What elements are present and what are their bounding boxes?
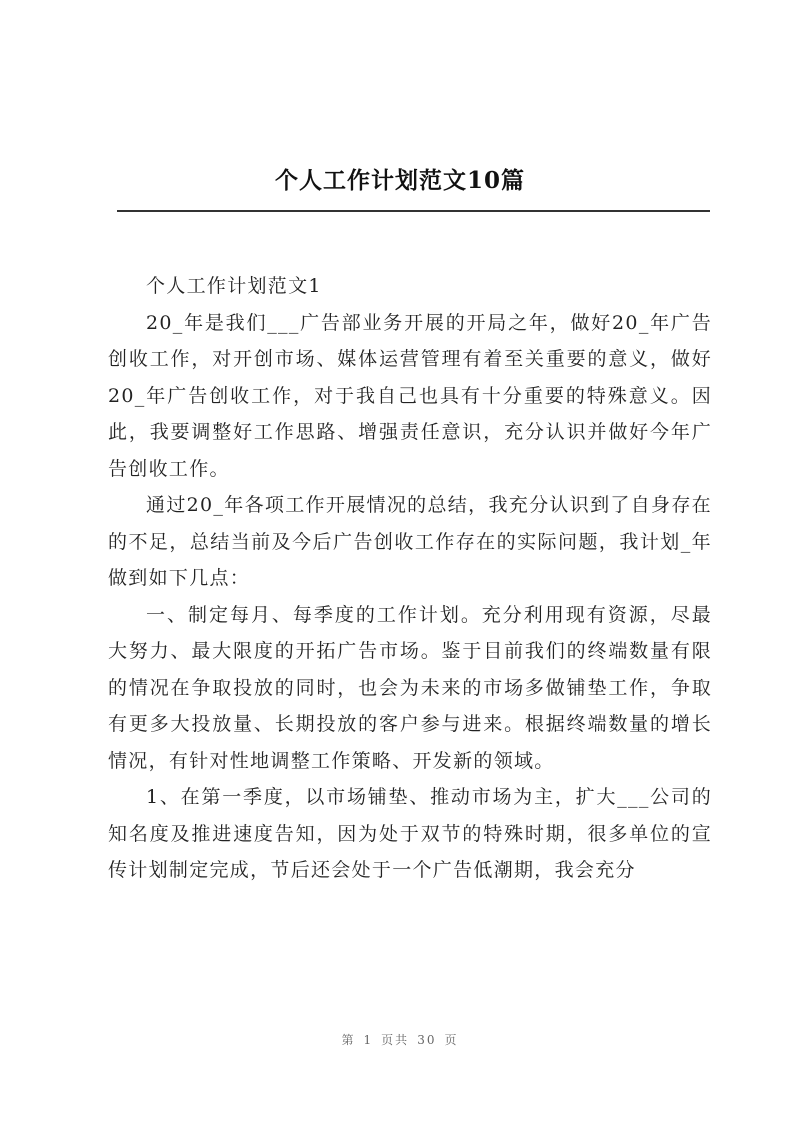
paragraph: 通过20_年各项工作开展情况的总结，我充分认识到了自身存在的不足，总结当前及今后广告创收工作存在的实际问题，我计划_年做到如下几点： xyxy=(108,494,712,589)
title-divider xyxy=(117,210,710,212)
paragraph: 1、在第一季度，以市场铺垫、推动市场为主，扩大___公司的知名度及推进速度告知，因为处于双节的特殊时期，很多单位的宣传计划制定完成，节后还会处于一个广告低潮期，我会充分 xyxy=(108,786,712,881)
footer-prefix: 第 xyxy=(341,1033,356,1047)
current-page-number: 1 xyxy=(363,1033,374,1047)
footer-mid: 页共 xyxy=(381,1033,410,1047)
total-pages-number: 30 xyxy=(417,1033,437,1047)
document-title: 个人工作计划范文10篇 xyxy=(274,167,525,194)
paragraph: 一、制定每月、每季度的工作计划。充分利用现有资源，尽最大努力、最大限度的开拓广告市场。鉴于目前我们的终端数量有限的情况在争取投放的同时，也会为未来的市场多做铺垫工作，争取有更多大投放量、长期投放的客户参与进来。根据终端数量的增长情况，有针对性地调整工作策略、开发新的领域。 xyxy=(108,603,712,772)
section-heading: 个人工作计划范文1 xyxy=(146,275,322,297)
footer-suffix: 页 xyxy=(444,1033,459,1047)
page-footer xyxy=(0,1031,800,1048)
document-body xyxy=(108,268,712,889)
paragraph: 20_年是我们___广告部业务开展的开局之年，做好20_年广告创收工作，对开创市场、媒体运营管理有着至关重要的意义，做好20_年广告创收工作，对于我自己也具有十分重要的特殊意义。因此，我要调整好工作思路、增强责任意识，充分认识并做好今年广告创收工作。 xyxy=(108,311,712,480)
